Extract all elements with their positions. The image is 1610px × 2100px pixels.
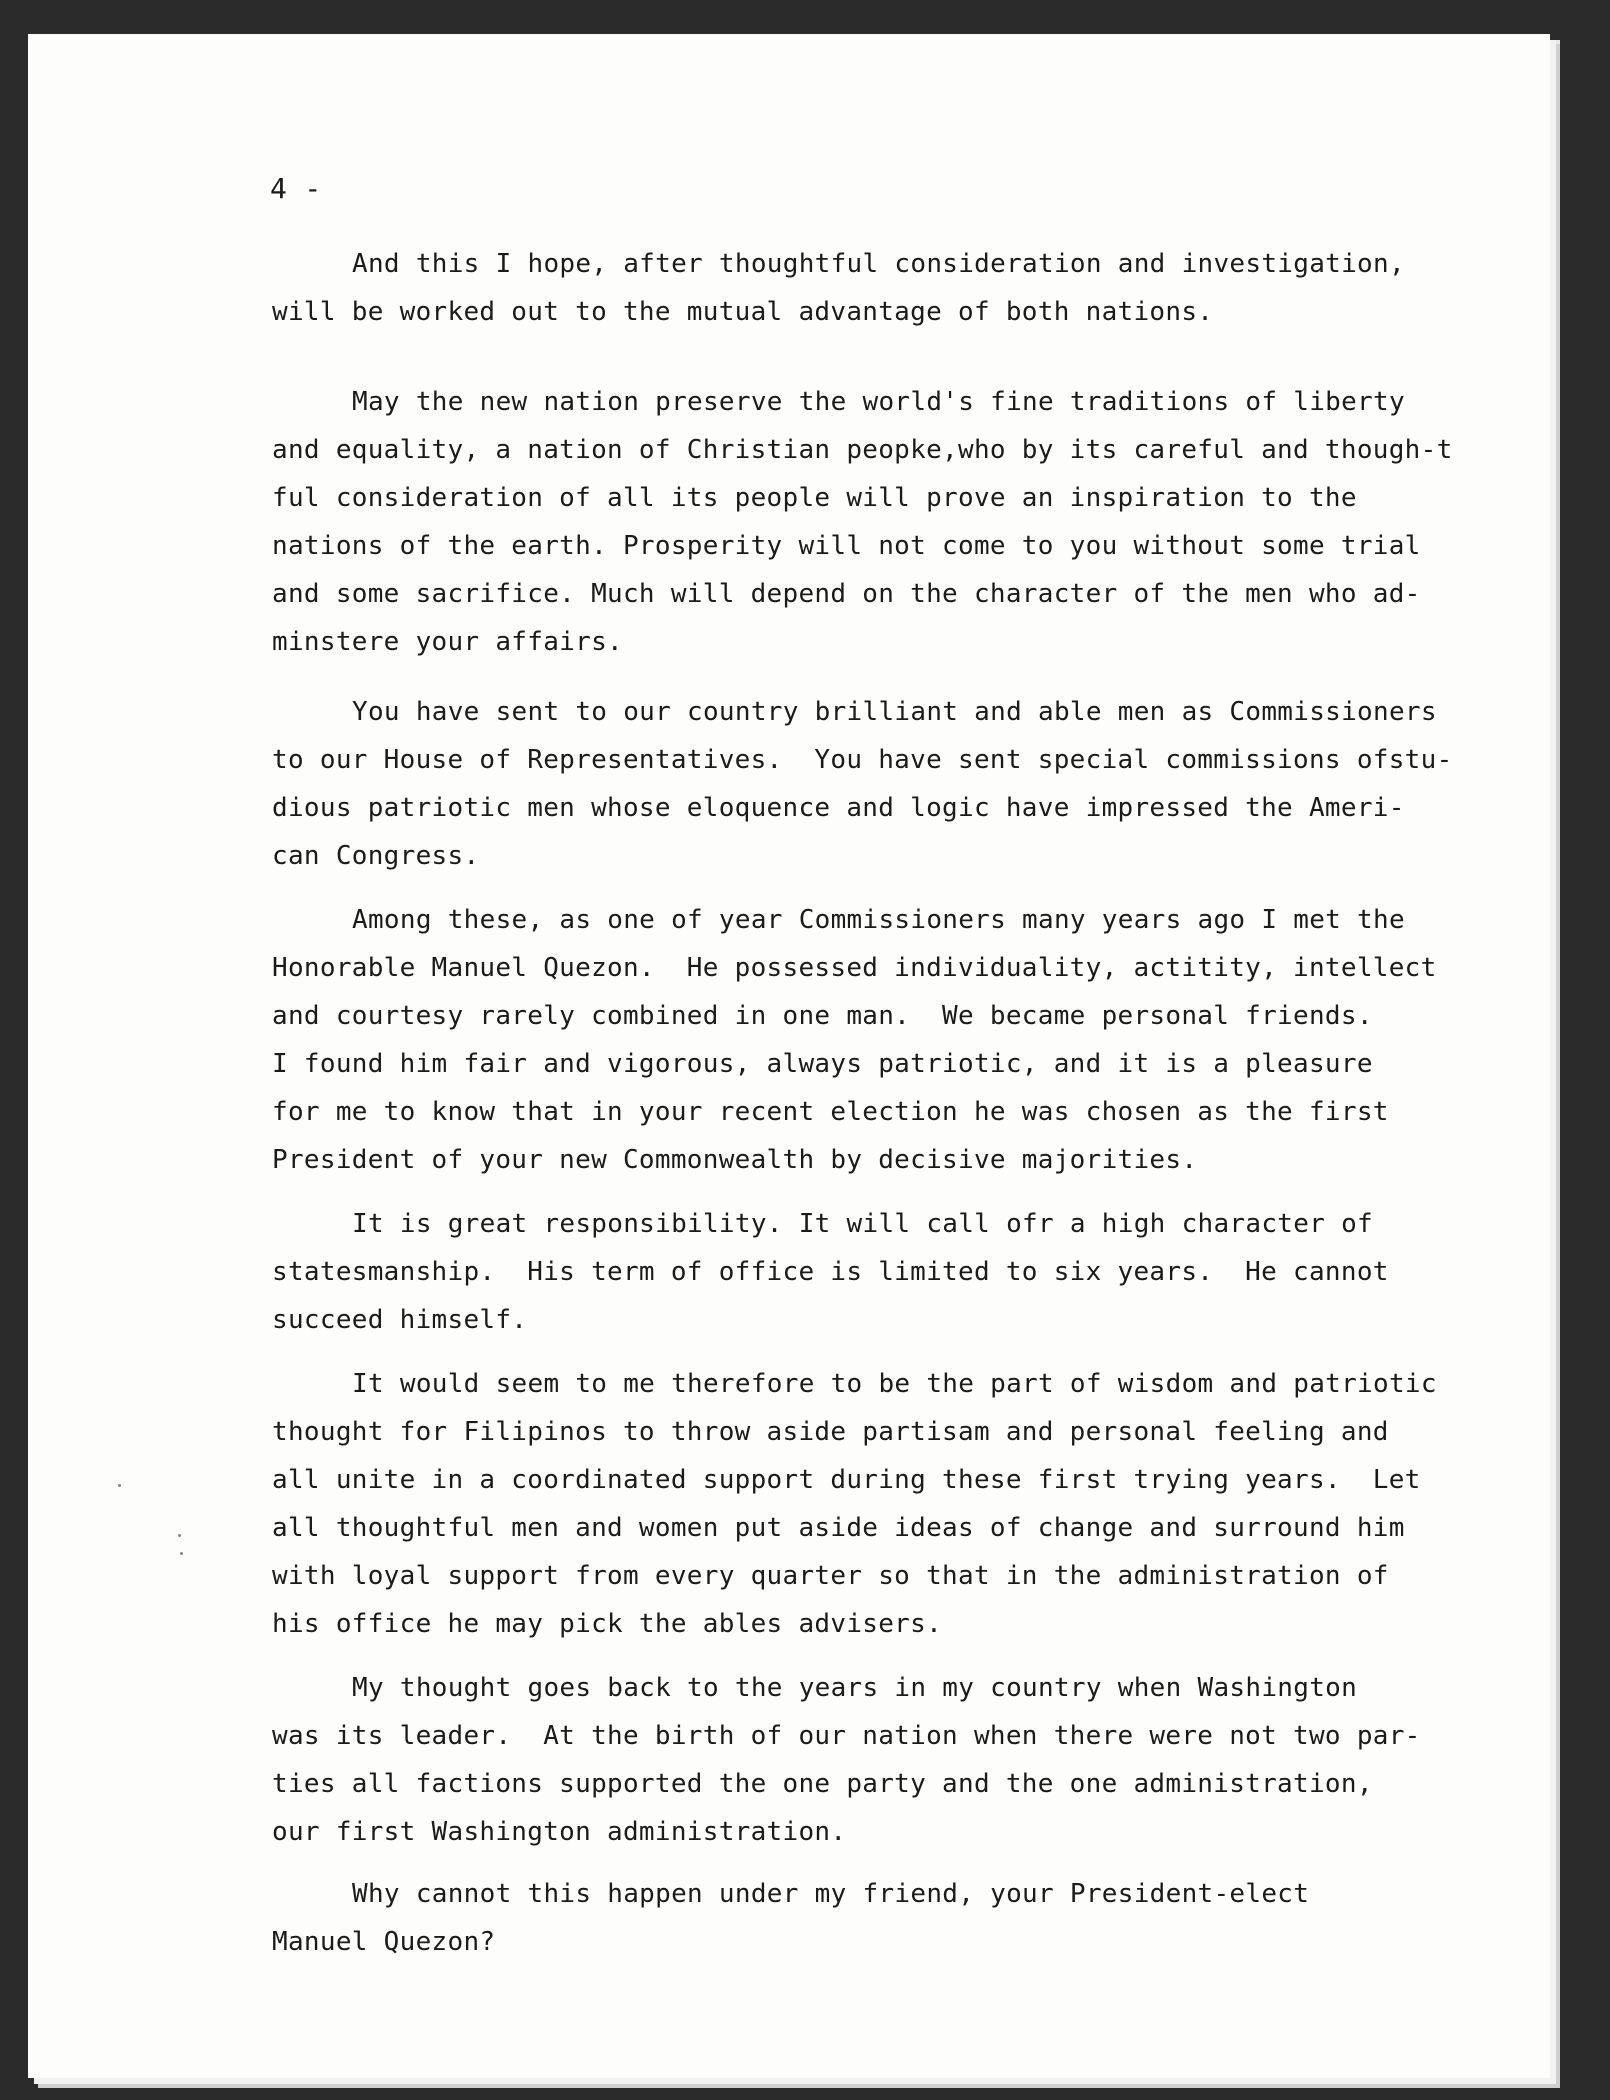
typewritten-page — [28, 34, 1550, 2078]
text-line: It is great responsibility. It will call ofr a high character of — [352, 1209, 1374, 1239]
text-line: can Congress. — [272, 841, 480, 871]
text-line: will be worked out to the mutual advantage of both nations. — [272, 297, 1214, 327]
typed-text-area — [28, 34, 1550, 2078]
paper-edge — [1550, 40, 1560, 2080]
text-line: succeed himself. — [272, 1305, 528, 1335]
text-line: minstere your affairs. — [272, 627, 623, 657]
text-line: his office he may pick the ables advisers. — [272, 1609, 943, 1639]
page-number: 4 - — [270, 172, 322, 205]
paragraph-6 — [272, 1360, 1532, 1648]
text-line: You have sent to our country brilliant and able men as Commissioners — [352, 697, 1437, 727]
paragraph-4 — [272, 896, 1532, 1184]
text-line: Why cannot this happen under my friend, your President-elect — [352, 1879, 1310, 1909]
text-line: May the new nation preserve the world's fine traditions of liberty — [352, 387, 1405, 417]
paragraph-8 — [272, 1870, 1532, 1966]
text-line: My thought goes back to the years in my country when Washington — [352, 1673, 1358, 1703]
text-line: our first Washington administration. — [272, 1817, 847, 1847]
text-line: was its leader. At the birth of our nation when there were not two par- — [272, 1721, 1421, 1751]
text-line: for me to know that in your recent election he was chosen as the first — [272, 1097, 1389, 1127]
text-line: Honorable Manuel Quezon. He possessed individuality, actitity, intellect — [272, 953, 1437, 983]
text-line: I found him fair and vigorous, always patriotic, and it is a pleasure — [272, 1049, 1373, 1079]
text-line: ties all factions supported the one party and the one administration, — [272, 1769, 1373, 1799]
scan-speck — [180, 1552, 183, 1555]
paragraph-2 — [272, 378, 1532, 666]
text-line: And this I hope, after thoughtful consideration and investigation, — [352, 249, 1405, 279]
text-line: Among these, as one of year Commissioners many years ago I met the — [352, 905, 1405, 935]
text-line: dious patriotic men whose eloquence and logic have impressed the Ameri- — [272, 793, 1405, 823]
text-line: thought for Filipinos to throw aside partisam and personal feeling and — [272, 1417, 1389, 1447]
text-line: statesmanship. His term of office is limited to six years. He cannot — [272, 1257, 1389, 1287]
paragraph-5 — [272, 1200, 1532, 1344]
text-line: and some sacrifice. Much will depend on the character of the men who ad- — [272, 579, 1421, 609]
text-line: It would seem to me therefore to be the part of wisdom and patriotic — [352, 1369, 1437, 1399]
text-line: Manuel Quezon? — [272, 1927, 496, 1957]
text-line: ful consideration of all its people will prove an inspiration to the — [272, 483, 1357, 513]
paragraph-3 — [272, 688, 1532, 880]
scan-speck — [118, 1484, 121, 1487]
paragraph-1 — [272, 240, 1532, 336]
text-line: and equality, a nation of Christian peopke,who by its careful and though-t — [272, 435, 1453, 465]
scan-speck — [178, 1534, 181, 1537]
text-line: President of your new Commonwealth by decisive majorities. — [272, 1145, 1198, 1175]
text-line: all unite in a coordinated support during these first trying years. Let — [272, 1465, 1421, 1495]
text-line: nations of the earth. Prosperity will not come to you without some trial — [272, 531, 1421, 561]
text-line: all thoughtful men and women put aside ideas of change and surround him — [272, 1513, 1405, 1543]
paragraph-7 — [272, 1664, 1532, 1856]
text-line: with loyal support from every quarter so that in the administration of — [272, 1561, 1389, 1591]
text-line: to our House of Representatives. You have sent special commissions ofstu- — [272, 745, 1453, 775]
text-line: and courtesy rarely combined in one man. We became personal friends. — [272, 1001, 1373, 1031]
